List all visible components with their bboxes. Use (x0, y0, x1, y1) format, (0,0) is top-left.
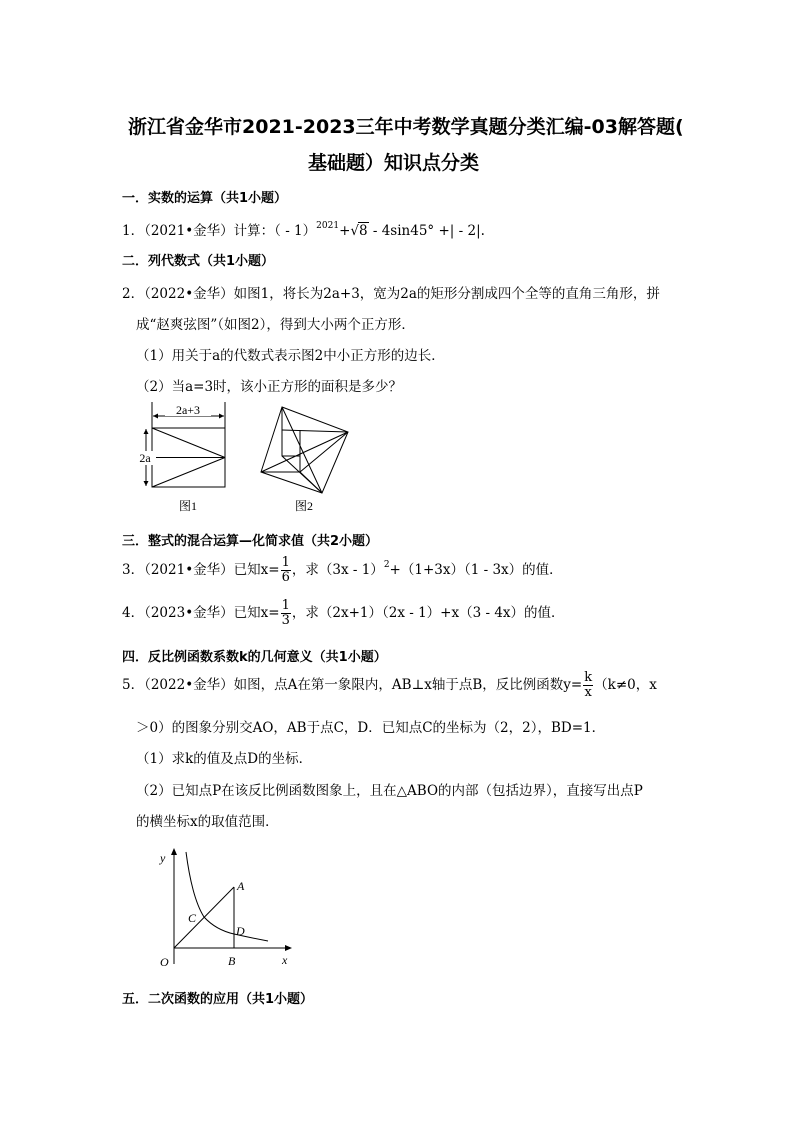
question-4 (122, 599, 565, 628)
q5-denominator: x (584, 685, 592, 700)
fig1-caption: 图1 (178, 499, 198, 513)
label-y: y (160, 851, 166, 865)
q4-numerator: 1 (281, 598, 290, 613)
label-o: O (160, 955, 169, 969)
fig1-height-label: 2a (139, 451, 151, 465)
q5-numerator: k (584, 670, 593, 685)
hyperbola-curve (186, 852, 268, 941)
question-2-line2: 成“赵爽弦图”（如图2），得到大小两个正方形． (136, 317, 415, 333)
q4-fraction (281, 599, 291, 628)
question-2-line1: 2．（2022•金华）如图1，将长为2a+3，宽为2a的矩形分割成四个全等的直角三角形，拼 (122, 286, 660, 302)
page-title-line1: 浙江省金华市2021-2023三年中考数学真题分类汇编-03解答题( (128, 116, 684, 138)
section-heading-3: 三．整式的混合运算—化简求值（共2小题） (122, 534, 379, 549)
fig1-width-label: 2a+3 (175, 403, 201, 417)
page-title-line2: 基础题）知识点分类 (308, 152, 480, 174)
q3-numerator: 1 (281, 555, 290, 570)
label-d: D (236, 924, 245, 938)
label-x: x (282, 953, 288, 967)
section-heading-1: 一．实数的运算（共1小题） (122, 191, 288, 206)
q4-var: x= (260, 605, 280, 621)
q4-denominator: 3 (281, 613, 290, 628)
q1-prefix: 1．（2021•金华）计算：（ - 1） (122, 223, 317, 239)
q1-suffix: - 4sin45° +| - 2|. (368, 223, 485, 239)
q1-radicand: 8 (358, 223, 368, 239)
q1-plus-root: +√ (339, 223, 359, 239)
fig2-outer-square (261, 407, 348, 493)
figure-3-coordinate-graph (140, 838, 300, 973)
q3-suffix-a: ，求（3x - 1） (291, 562, 384, 578)
figure-1 (130, 400, 240, 515)
section-heading-2: 二．列代数式（共1小题） (122, 254, 275, 269)
question-1 (122, 219, 485, 239)
q3-prefix: 3．（2021•金华）已知x= (122, 562, 280, 578)
section-heading-4: 四．反比例函数系数k的几何意义（共1小题） (122, 650, 387, 665)
label-a: A (237, 879, 245, 893)
label-c: C (188, 911, 197, 925)
q3-suffix-b: +（1+3x）（1 - 3x）的值． (389, 562, 563, 578)
fig2-caption: 图2 (294, 499, 314, 513)
question-5-sub2b: 的横坐标x的取值范围． (136, 814, 279, 830)
q4-prefix: 4．（2023•金华）已知 (122, 605, 261, 621)
label-b: B (228, 954, 236, 968)
question-5-line2: ＞0）的图象分别交AO，AB于点C，D．已知点C的坐标为（2，2），BD=1． (136, 720, 606, 736)
q5-line1-a: 5．（2022•金华）如图，点A在第一象限内，AB⊥x轴于点B，反比例函数y= (122, 677, 583, 693)
question-5-sub1: （1）求k的值及点D的坐标． (136, 751, 313, 767)
q5-fraction (583, 671, 593, 700)
q3-exponent: 2 (383, 560, 390, 570)
q4-suffix: ，求（2x+1）（2x - 1）+x（3 - 4x）的值． (291, 605, 565, 621)
question-2-sub2: （2）当a=3时，该小正方形的面积是多少？ (136, 379, 403, 395)
question-3 (122, 556, 563, 585)
question-5-line1 (122, 671, 657, 700)
section-heading-5: 五．二次函数的应用（共1小题） (122, 992, 314, 1007)
q5-line1-b: （k≠0，x (594, 677, 657, 693)
figure-2 (252, 400, 362, 515)
question-2-sub1: （1）用关于a的代数式表示图2中小正方形的边长． (136, 348, 445, 364)
question-5-sub2a: （2）已知点P在该反比例函数图象上，且在△ABO的内部（包括边界），直接写出点P (136, 783, 643, 799)
q3-fraction (281, 556, 291, 585)
q1-exponent: 2021 (316, 221, 340, 231)
q3-denominator: 6 (281, 570, 290, 585)
